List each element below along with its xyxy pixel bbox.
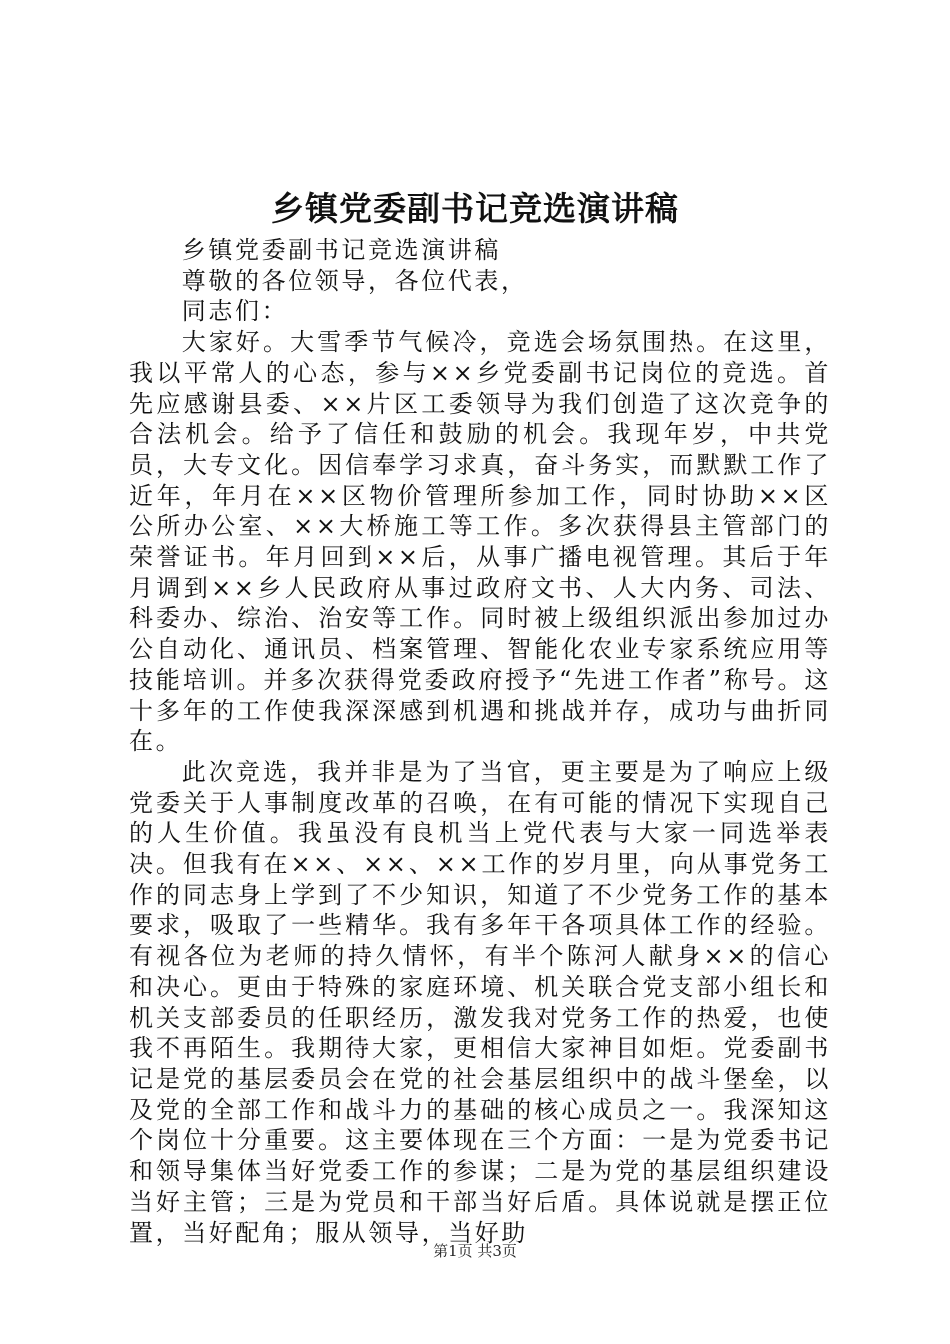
subtitle-line: 乡镇党委副书记竞选演讲稿 — [181, 236, 501, 264]
body-paragraph: 大家好。大雪季节气候冷，竞选会场氛围热。在这里，我以平常人的心态，参与××乡党委副书记岗位的竞选。首先应感谢县委、××片区工委领导为我们创造了这次竞争的合法机会。给予了信任和鼓励的机会。我现年岁，中共党员，大专文化。因信奉学习求真，奋斗务实，而默默工作了近年，年月在××区物价管理所参加工作，同时协助××区公所办公室、××大桥施工等工作。多次获得县主管部门的荣誉证书。年月回到××后，从事广播电视管理。其后于年月调到××乡人民政府从事过政府文书、人大内务、司法、科委办、综治、治安等工作。同时被上级组织派出参加过办公自动化、通讯员、档案管理、智能化农业专家系统应用等技能培训。并多次获得党委政府授予“先进工作者”称号。这十多年的工作使我深深感到机遇和挑战并存，成功与曲折同在。 — [129, 328, 831, 756]
salutation-line: 同志们： — [181, 297, 289, 326]
document-body — [129, 235, 831, 1248]
salutation-line: 尊敬的各位领导，各位代表， — [181, 266, 528, 295]
body-paragraph: 此次竞选，我并非是为了当官，更主要是为了响应上级党委关于人事制度改革的召唤，在有可能的情况下实现自己的人生价值。我虽没有良机当上党代表与大家一同选举表决。但我有在××、××、××工作的岁月里，向从事党务工作的同志身上学到了不少知识，知道了不少党务工作的基本要求，吸取了一些精华。我有多年干各项具体工作的经验。有视各位为老师的持久情怀，有半个陈河人献身××的信心和决心。更由于特殊的家庭环境、机关联合党支部小组长和机关支部委员的任职经历，激发我对党务工作的热爱，也使我不再陌生。我期待大家，更相信大家神目如炬。党委副书记是党的基层委员会在党的社会基层组织中的战斗堡垒，以及党的全部工作和战斗力的基础的核心成员之一。我深知这个岗位十分重要。这主要体现在三个方面：一是为党委书记和领导集体当好党委工作的参谋；二是为党的基层组织建设当好主管；三是为党员和干部当好后盾。具体说就是摆正位置，当好配角；服从领导，当好助 — [129, 757, 831, 1247]
page-footer: 第1页 共3页 — [433, 1242, 517, 1260]
document-title: 乡镇党委副书记竞选演讲稿 — [271, 189, 679, 228]
